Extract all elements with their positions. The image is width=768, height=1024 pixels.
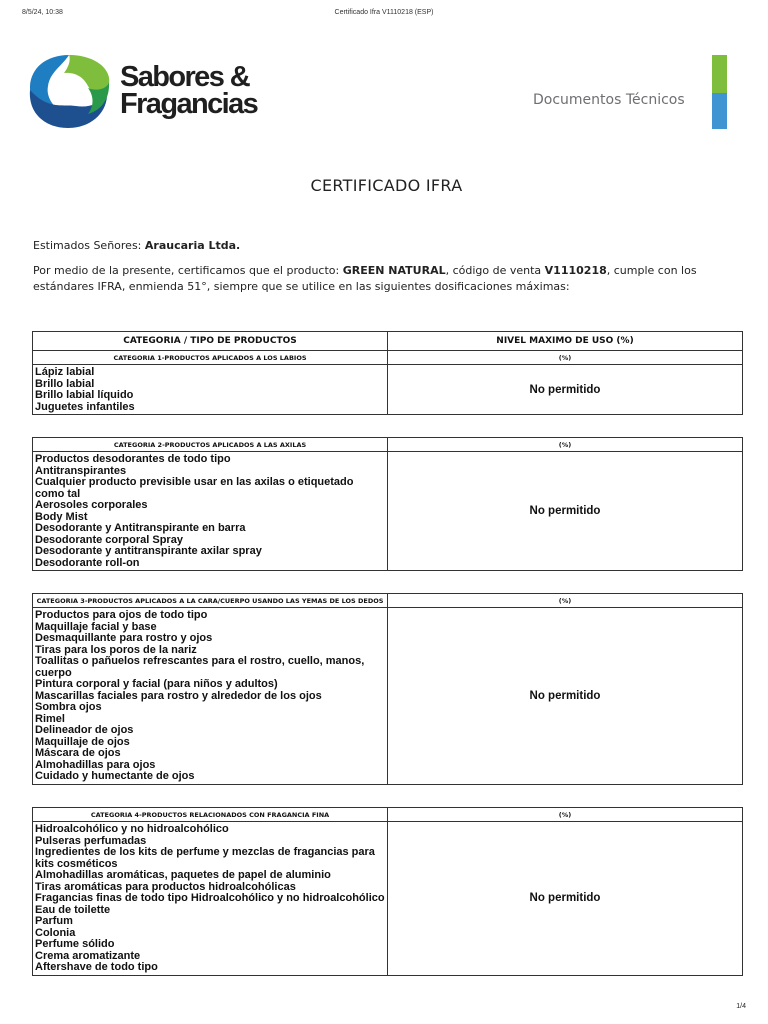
category-unit: (%) [388, 438, 743, 452]
page-number: 1/4 [736, 1003, 746, 1010]
brand-bar-blue [712, 93, 727, 129]
product-list [33, 452, 388, 571]
product-item: Crema aromatizante [35, 949, 141, 962]
product-item: Desmaquillante para rostro y ojos [35, 632, 213, 644]
product-list [33, 822, 388, 976]
header-level: NIVEL MAXIMO DE USO (%) [388, 332, 743, 351]
page-footer [0, 1003, 768, 1015]
company-logo-icon [26, 52, 112, 130]
category-title: CATEGORIA 2-PRODUCTOS APLICADOS A LAS AXILAS [33, 438, 388, 452]
max-level-value: No permitido [388, 452, 743, 571]
product-item: Productos desodorantes de todo tipo [35, 453, 231, 465]
product-item: Desodorante roll-on [35, 556, 140, 569]
category-table-4 [32, 807, 743, 976]
print-date: 8/5/24, 10:38 [22, 9, 63, 16]
product-item: Colonia [35, 926, 76, 939]
product-item: Sombra ojos [35, 701, 102, 713]
product-item: Tiras aromáticas para productos hidroalcohólicas [35, 880, 296, 893]
page-title: CERTIFICADO IFRA [310, 176, 463, 195]
product-item: Desodorante y Antitranspirante en barra [35, 522, 246, 534]
product-item: Parfum [35, 915, 73, 927]
category-unit: (%) [388, 594, 743, 608]
max-level-value: No permitido [388, 608, 743, 785]
category-title: CATEGORIA 1-PRODUCTOS APLICADOS A LOS LABIOS [33, 351, 388, 365]
brand-bar-green [712, 55, 727, 93]
product-item: Almohadillas para ojos [35, 758, 156, 771]
product-item: Brillo labial líquido [35, 389, 134, 401]
category-unit: (%) [388, 351, 743, 365]
product-item: Desodorante y antitranspirante axilar spray [35, 545, 262, 557]
product-item: Rimel [35, 712, 65, 725]
product-item: Fragancias finas de todo tipo Hidroalcohólico y no hidroalcohólico [35, 892, 385, 904]
intro-text-3: , cumple con los estándares IFRA, enmienda 51°, siempre que se utilice en las siguientes dosificaciones máximas: [33, 264, 697, 293]
max-level-value: No permitido [388, 822, 743, 976]
category-unit: (%) [388, 808, 743, 822]
product-item: Maquillaje de ojos [35, 735, 130, 748]
category-table-3 [32, 593, 743, 785]
logo-line-2: Fragancias [120, 88, 258, 120]
section-label: Documentos Técnicos [533, 92, 685, 108]
max-level-value: No permitido [388, 365, 743, 415]
category-title: CATEGORIA 4-PRODUCTOS RELACIONADOS CON FRAGANCIA FINA [33, 808, 388, 822]
product-item: Lápiz labial [35, 366, 95, 378]
product-item: Almohadillas aromáticas, paquetes de papel de aluminio [35, 869, 331, 881]
company-logo-text [120, 61, 258, 120]
category-table-1 [32, 331, 743, 415]
product-item: Aftershave de todo tipo [35, 961, 158, 973]
product-item: Eau de toilette [35, 903, 111, 916]
product-item: Maquillaje facial y base [35, 620, 157, 633]
product-item: Hidroalcohólico y no hidroalcohólico [35, 823, 229, 835]
product-item: Toallitas o pañuelos refrescantes para el rostro, cuello, manos, cuerpo [35, 655, 365, 679]
product-item: Antitranspirantes [35, 464, 127, 477]
logo-line-1: Sabores & [120, 61, 250, 93]
greeting-label: Estimados Señores: [33, 239, 142, 252]
intro-text-2: , código de venta [445, 264, 542, 277]
print-header [0, 9, 768, 21]
print-title: Certificado Ifra V1110218 (ESP) [334, 9, 434, 16]
product-item: Mascarillas faciales para rostro y alrededor de los ojos [35, 689, 322, 702]
product-item: Brillo labial [35, 377, 95, 390]
product-name: GREEN NATURAL [342, 264, 446, 277]
product-item: Cualquier producto previsible usar en las axilas o etiquetado como tal [35, 476, 354, 500]
product-item: Productos para ojos de todo tipo [35, 609, 208, 621]
product-list [33, 608, 388, 785]
product-item: Desodorante corporal Spray [35, 533, 183, 546]
product-item: Aerosoles corporales [35, 499, 148, 511]
category-table-2 [32, 437, 743, 571]
intro-paragraph [33, 263, 733, 295]
category-title: CATEGORIA 3-PRODUCTOS APLICADOS A LA CARA/CUERPO USANDO LAS YEMAS DE LOS DEDOS [33, 594, 388, 608]
product-item: Body Mist [35, 510, 88, 523]
product-list [33, 365, 388, 415]
product-item: Máscara de ojos [35, 747, 121, 759]
product-item: Cuidado y humectante de ojos [35, 770, 195, 782]
product-code: V1110218 [544, 264, 607, 277]
product-item: Pulseras perfumadas [35, 834, 147, 847]
product-item: Tiras para los poros de la nariz [35, 643, 197, 656]
recipient-name: Araucaria Ltda. [144, 239, 241, 252]
product-item: Perfume sólido [35, 938, 115, 950]
product-item: Juguetes infantiles [35, 400, 135, 413]
product-item: Delineador de ojos [35, 724, 134, 736]
header-category: CATEGORIA / TIPO DE PRODUCTOS [33, 332, 388, 351]
greeting [33, 239, 240, 252]
product-item: Ingredientes de los kits de perfume y mezclas de fragancias para kits cosméticos [35, 846, 375, 870]
intro-text-1: Por medio de la presente, certificamos que el producto: [33, 264, 340, 277]
product-item: Pintura corporal y facial (para niños y adultos) [35, 678, 278, 690]
